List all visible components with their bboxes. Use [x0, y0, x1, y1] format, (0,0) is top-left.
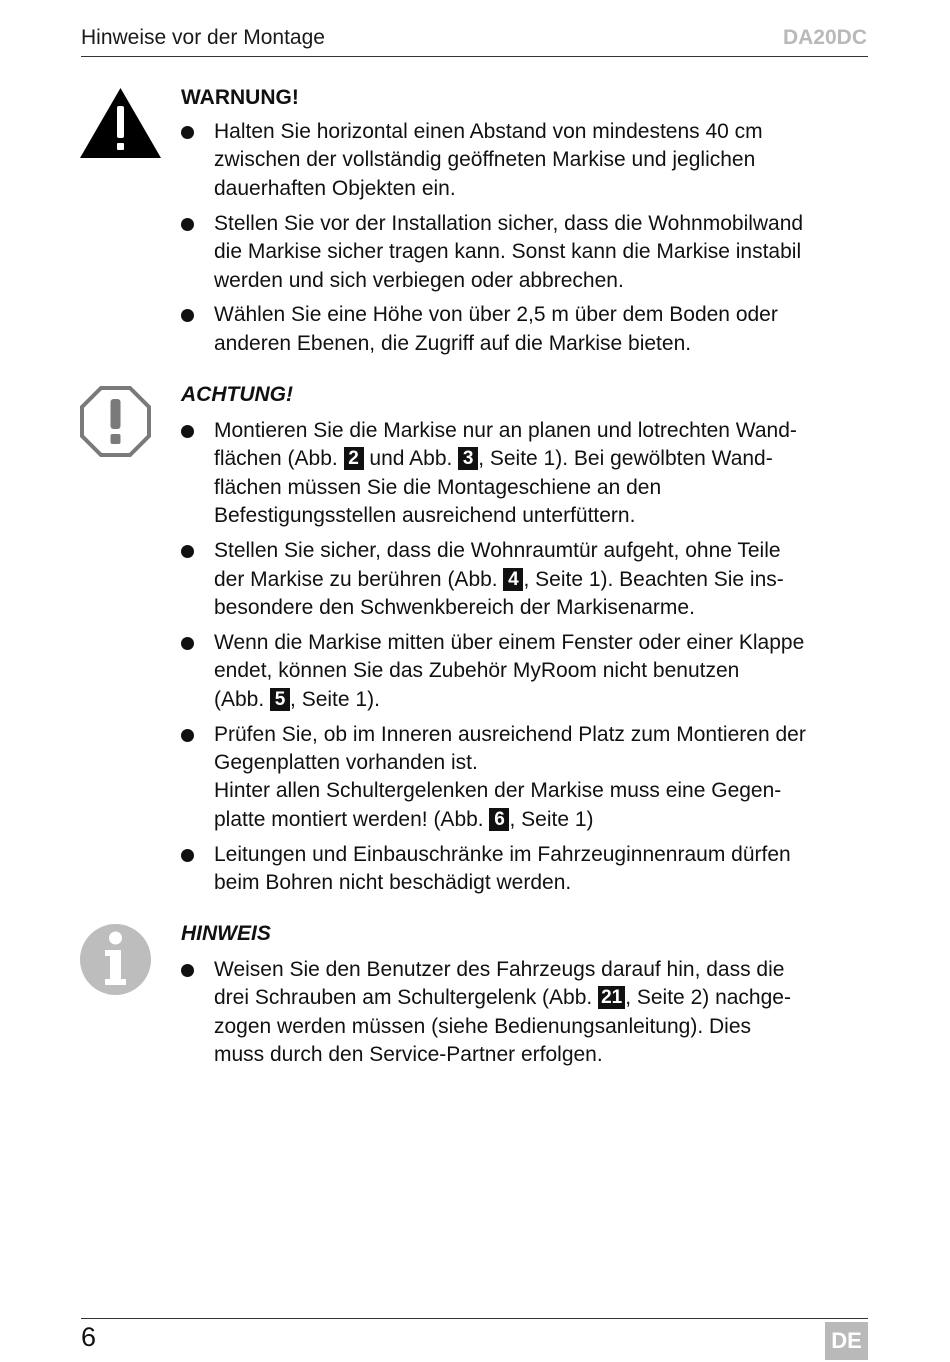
caution-list — [181, 417, 871, 904]
bullet-icon — [181, 849, 194, 862]
header-divider — [81, 56, 868, 57]
bullet-icon — [181, 309, 194, 322]
note-heading: HINWEIS — [181, 922, 271, 945]
figure-ref-badge: 3 — [458, 447, 478, 470]
language-badge: DE — [825, 1322, 868, 1360]
figure-ref-badge: 4 — [503, 568, 523, 591]
caution-heading: ACHTUNG! — [181, 383, 293, 406]
figure-ref-badge: 2 — [344, 447, 364, 470]
note-item: Weisen Sie den Benutzer des Fahrzeugs darauf hin, dass die drei Schrauben am Schultergelenk (Abb. 21 , Seite 2) nachge- zogen werden müssen (siehe Bedienungsanleitung). Dies muss durch den Service-Partner erfolgen. — [181, 956, 871, 1070]
bullet-icon — [181, 964, 194, 977]
warning-heading: WARNUNG! — [181, 86, 299, 109]
info-icon — [80, 924, 151, 995]
note-list — [181, 956, 871, 1076]
caution-item: Montieren Sie die Markise nur an planen und lotrechten Wand- flächen (Abb. 2 und Abb. 3 , Seite 1). Bei gewölbten Wand- flächen müssen Sie die Montageschiene an den Befestigungsstellen ausreichend unterfüttern. — [181, 417, 871, 531]
warning-item: Halten Sie horizontal einen Abstand von mindestens 40 cm zwischen der vollständig geöffneten Markise und jeglichen dauerhaften Objekten ein. — [181, 118, 871, 203]
warning-item: Stellen Sie vor der Installation sicher, dass die Wohnmobilwand die Markise sicher tragen kann. Sonst kann die Markise instabil werden und sich verbiegen oder abbrechen. — [181, 210, 871, 295]
warning-list — [181, 118, 871, 365]
footer-divider — [81, 1318, 868, 1319]
caution-item: Prüfen Sie, ob im Inneren ausreichend Platz zum Montieren der Gegenplatten vorhanden ist. Hinter allen Schultergelenken der Markise muss eine Gegen- platte montiert werden! (Abb. 6 , Seite 1) — [181, 721, 871, 835]
warning-item: Wählen Sie eine Höhe von über 2,5 m über dem Boden oder anderen Ebenen, die Zugriff auf die Markise bieten. — [181, 301, 871, 358]
bullet-icon — [181, 425, 194, 438]
warning-triangle-icon — [80, 88, 161, 158]
bullet-icon — [181, 545, 194, 558]
caution-item: Leitungen und Einbauschränke im Fahrzeuginnenraum dürfen beim Bohren nicht beschädigt werden. — [181, 841, 871, 898]
bullet-icon — [181, 218, 194, 231]
caution-item: Stellen Sie sicher, dass die Wohnraumtür aufgeht, ohne Teile der Markise zu berühren (Abb. 4 , Seite 1). Beachten Sie ins- besondere den Schwenkbereich der Markisenarme. — [181, 537, 871, 622]
page-number: 6 — [81, 1322, 97, 1352]
bullet-icon — [181, 637, 194, 650]
header-model-code: DA20DC — [782, 26, 867, 49]
figure-ref-badge: 6 — [489, 808, 509, 831]
caution-octagon-icon — [80, 386, 151, 457]
bullet-icon — [181, 126, 194, 139]
bullet-icon — [181, 729, 194, 742]
figure-ref-badge: 21 — [598, 986, 625, 1009]
caution-item: Wenn die Markise mitten über einem Fenster oder einer Klappe endet, können Sie das Zubehör MyRoom nicht benutzen (Abb. 5 , Seite 1). — [181, 629, 871, 714]
figure-ref-badge: 5 — [270, 688, 290, 711]
header-title: Hinweise vor der Montage — [81, 26, 325, 49]
